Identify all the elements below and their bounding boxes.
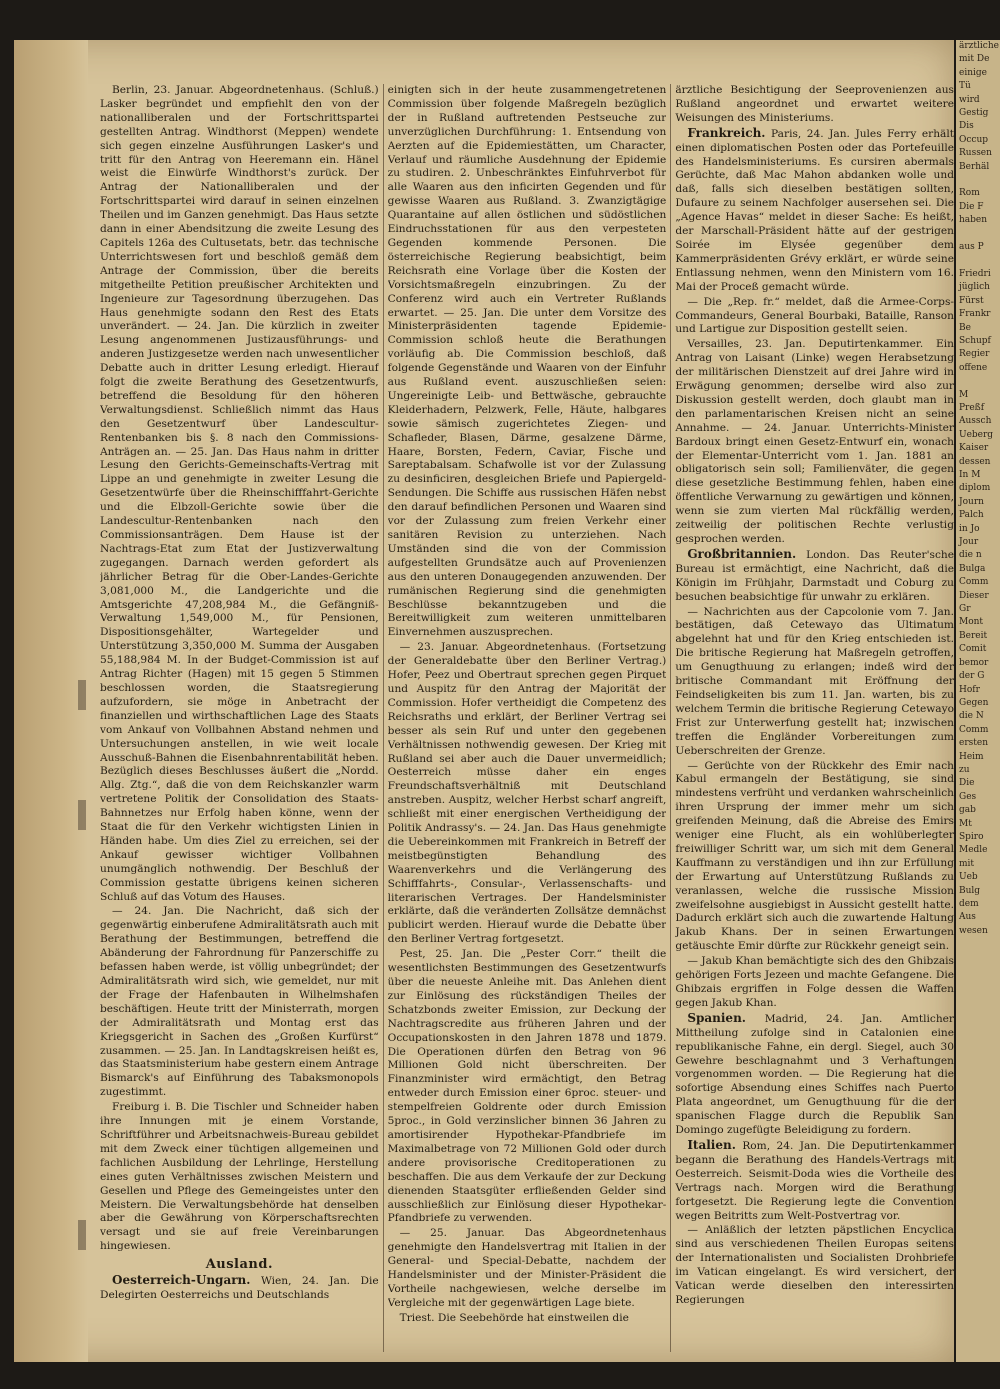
edge-fragment: Die xyxy=(959,778,975,789)
kabul-report: — Gerüchte von der Rückkehr des Emir nach Kabul ermangeln der Bestätigung, sie sind mindestens verfrüht und verdanken wahrscheinlich ihren Ursprung der immer mehr um sich greifenden Meinung, daß die Abreise des Emirs weniger eine Flucht, als ein wohlüberlegter freiwilliger Schritt war, um sich mit dem General Kauffmann zu verständigen und ihn zur Erfüllung der Erwartung auf Unterstützung Rußlands zu veranlassen, welche die russische Mission zweifelsohne ausgiebigst in Aussicht gestellt hatte. Dadurch erklärt sich auch die zuwartende Haltung Jakub Khans. Der in seinen Erwartungen getäuschte Emir dürfte zur Rückkehr geneigt sein. xyxy=(675,759,954,953)
edge-fragment: Be xyxy=(959,322,971,333)
edge-fragment: haben xyxy=(959,215,988,226)
edge-fragment: Tü xyxy=(959,81,971,92)
london-report xyxy=(675,548,954,605)
edge-fragment: Gr xyxy=(959,604,971,615)
edge-fragment: Regier xyxy=(959,349,990,360)
edge-fragment: Friedri xyxy=(959,268,991,279)
edge-fragment: wird xyxy=(959,94,980,105)
edge-fragment: Heim xyxy=(959,751,984,762)
pest-report: Pest, 25. Jan. Die „Pester Corr.“ theilt die wesentlichsten Bestimmungen des Gesetzentwurfs über die neueste Anleihe mit. Das Anlehen dient zur Einlösung des rückständigen Theiles der Schatzbonds zweiter Emission, zur Deckung der Nachtragscredite aus früheren Jahren und der Occupationskosten in den Jahren 1878 und 1879. Die Operationen dürfen den Betrag von 96 Millionen Gold nicht überschreiten. Der Finanzminister wird ermächtigt, den Betrag entweder durch Emission einer 6proc. steuer- und stempelfreien Goldrente oder durch Emission 5proc., in Gold verzinslicher binnen 36 Jahren zu amortisirender Hypothekar-Pfandbriefe im Maximalbetrage von 72 Millionen Gold oder durch andere provisorische Creditoperationen zu beschaffen. Die aus dem Verkaufe der zur Deckung dienenden Staatsgüter erfließenden Gelder sind ausschließlich zur Einlösung dieser Hypothekar-Pfandbriefe zu verwenden. xyxy=(387,948,667,1225)
encyclica-report: — Anläßlich der letzten päpstlichen Encyclica sind aus verschiedenen Theilen Europas seitens der Internationalisten und Socialisten Drohbriefe im Vatican eingelangt. Es wird versichert, der Vatican werde dieselben den interessirten Regierungen xyxy=(675,1224,954,1306)
edge-fragment: Fürst xyxy=(959,295,984,306)
country-heading-france: Frankreich. xyxy=(687,125,766,140)
edge-fragment: Kaiser xyxy=(959,443,989,454)
country-heading-austria: Oesterreich-Ungarn. xyxy=(112,1273,251,1288)
edge-fragment: Journ xyxy=(959,496,984,507)
edge-fragment: Schupf xyxy=(959,335,991,346)
edge-fragment: Comm xyxy=(959,577,989,588)
edge-fragment: Occup xyxy=(959,134,989,145)
edge-fragment: ersten xyxy=(959,738,988,749)
edge-fragment xyxy=(956,375,1000,388)
paris-text: Paris, 24. Jan. Jules Ferry erhält einen diplomatischen Posten oder das Portefeuille des Handelsministeriums. Es cursiren abermals Gerüchte, daß Mac Mahon abdanken wolle und daß, falls sich dieselben bestätigen sollten, Dufaure zu seinem Nachfolger ausersehen sei. Die „Agence Havas“ meldet in dieser Sache: Es heißt, der Marschall-Präsident hätte auf der gestrigen Soirée im Elysée gegenüber dem Kammerpräsidenten Grévy erklärt, er würde seine Entlassung nehmen, wenn den Ministern vom 16. Mai der Proceß gemacht würde. xyxy=(675,127,954,293)
edge-fragment: die N xyxy=(959,711,984,722)
triest-report: Triest. Die Seebehörde hat einstweilen die xyxy=(399,1311,629,1324)
edge-fragment: mit De xyxy=(959,54,990,65)
edge-fragment: dessen xyxy=(959,456,991,467)
edge-fragment: der G xyxy=(959,671,985,682)
edge-fragment: Gestig xyxy=(959,108,989,119)
country-heading-spain: Spanien. xyxy=(687,1010,746,1025)
edge-fragment: Frankr xyxy=(959,309,991,320)
freiburg-report: Freiburg i. B. Die Tischler und Schneider haben ihre Innungen mit je einem Vorstande, Schriftführer und Arbeitsnachweis-Bureau gebildet mit dem Zweck einer tüchtigen allgemeinen und fachlichen Ausbildung der Lehrlinge, Herstellung eines guten Verhältnisses zwischen Meistern und Gesellen und Pflege des Gemeingeistes unter den Meistern. Die Verwaltungsbehörde hat denselben aber die Gewährung von Körperschaftsrechten versagt und sie auf freie Vereinbarungen hingewiesen. xyxy=(100,1101,379,1253)
edge-fragment: Russen xyxy=(959,148,992,159)
edge-fragment: Preßf xyxy=(959,402,985,413)
edge-fragment: zu xyxy=(959,764,970,775)
edge-fragment: Bulg xyxy=(959,885,981,896)
edge-fragments xyxy=(956,40,1000,938)
edge-fragment: gab xyxy=(959,805,976,816)
jakub-khan-report: — Jakub Khan bemächtigte sich des den Ghibzais gehörigen Forts Jezeen und machte Gefangene. Die Ghibzais ergriffen in Folge dessen die Waffen gegen Jakub Khan. xyxy=(675,955,954,1009)
ink-mark xyxy=(78,800,86,830)
edge-fragment: Die F xyxy=(959,201,984,212)
edge-fragment: Rom xyxy=(959,188,980,199)
edge-fragment: jüglich xyxy=(959,282,990,293)
berlin-report: Berlin, 23. Januar. Abgeordnetenhaus. (Schluß.) Lasker begründet und empfiehlt den von der nationalliberalen und der Fortschrittspartei gestellten Antrag. Windthorst (Meppen) wendete sich gegen einzelne Ausführungen Lasker's und tritt für den Antrag von Heeremann ein. Hänel weist die Einwürfe Windthorst's zurück. Der Antrag der Nationalliberalen und der Fortschrittspartei wird darauf in seinen einzelnen Theilen und im Ganzen genehmigt. Das Haus setzte dann in einer Abendsitzung die zweite Lesung des Capitels 126a des Cultusetats, betr. das technische Unterrichtswesen fort und beschloß gemäß dem Antrage der Commission, über die bereits mitgetheilte Petition preußischer Architekten und Ingenieure zur Tagesordnung überzugehen. Das Haus genehmigte sodann den Rest des Etats unverändert. — 24. Jan. Die kürzlich in zweiter Lesung angenommenen Justizausführungs- und anderen Justizgesetze werden nach unwesentlicher Debatte auch in dritter Lesung erledigt. Hierauf folgt die zweite Berathung des Gesetzentwurfs, betreffend die Besoldung für den höheren Verwaltungsdienst. Schließlich nimmt das Haus den Gesetzentwurf über Landescultur-Rentenbanken bis §. 8 nach den Commissions-Anträgen an. — 25. Jan. Das Haus nahm in dritter Lesung den Gerichts-Gemeinschafts-Vertrag mit Lippe an und genehmigte in zweiter Lesung die Gesetzentwürfe über die Rheinschifffahrt-Gerichte und die Elbzoll-Gerichte sowie über die Landescultur-Rentenbanken nach den Commissionsanträgen. Dem Hause ist der Nachtrags-Etat zum Etat der Justizverwaltung zugegangen. Darnach werden gefordert als jährlicher Betrag für die Ober-Landes-Gerichte 3,081,000 M., die Landgerichte und die Amtsgerichte 47,208,984 M., die Gefängniß-Verwaltung 1,549,000 M., für Pensionen, Dispositionsgehälter, Wartegelder und Unterstützung 3,350,000 M. Summa der Ausgaben 55,188,984 M. In der Budget-Commission ist auf Antrag Richter (Hagen) mit 15 gegen 5 Stimmen beschlossen worden, die Staatsregierung aufzufordern, sie möge in Anbetracht der finanziellen und wirthschaftlichen Lage des Staats vom Ankauf von Vollbahnen Abstand nehmen und Untersuchungen anstellen, in wie weit locale Ausschuß-Bahnen die Eisenbahnrentabilität heben. Bezüglich dieses Beschlusses äußert die „Nordd. Allg. Ztg.“, daß die von dem Reichskanzler warm vertretene Politik der Consolidation des Staats-Bahnnetzes nur Erfolg haben könne, wenn der Staat die für den Verkehr wichtigsten Linien in Händen habe. Um dies Ziel zu erreichen, sei der Ankauf gewisser wichtiger Vollbahnen unumgänglich nothwendig. Der Beschluß der Commission gestatte übrigens keinen sicheren Schluß auf das Votum des Hauses. xyxy=(100,84,379,903)
edge-fragment: Mt xyxy=(959,818,972,829)
edge-fragment xyxy=(956,174,1000,187)
reichsrath-report: — 23. Januar. Abgeordnetenhaus. (Fortsetzung der Generaldebatte über den Berliner Vertrag.) Hofer, Peez und Obertraut sprechen gegen Pirquet und Auspitz für den Antrag der Majorität der Commission. Hofer vertheidigt die Competenz des Reichsraths und erklärt, der Berliner Vertrag sei besser als sein Ruf und unter den gegebenen Verhältnissen nothwendig gewesen. Der Krieg mit Rußland sei aber auch die Dauer unvermeidlich; Oesterreich müsse daher ein enges Freundschaftsverhältniß mit Deutschland anstreben. Auspitz, welcher Herbst scharf angreift, schließt mit einer energischen Vertheidigung der Politik Andrassy's. — 24. Jan. Das Haus genehmigte die Uebereinkommen mit Frankreich in Betreff der meistbegünstigten Behandlung des Waarenverkehrs und die Verlängerung des Schifffahrts-, Consular-, Verlassenschafts- und literarischen Vertrages. Der Handelsminister erklärte, daß die veränderten Zollsätze demnächst publicirt werden. Hierauf wurde die Debatte über den Berliner Vertrag fortgesetzt. xyxy=(387,641,667,946)
edge-fragment: Palch xyxy=(959,510,984,521)
rome-report xyxy=(675,1139,954,1223)
edge-fragment: In M xyxy=(959,470,981,480)
edge-fragment: offene xyxy=(959,362,988,373)
edge-fragment: diplom xyxy=(959,483,991,494)
edge-fragment: mit xyxy=(959,858,975,869)
trade-treaty-report: — 25. Januar. Das Abgeordnetenhaus genehmigte den Handelsvertrag mit Italien in der General- und Special-Debatte, nachdem der Handelsminister und der Minister-Präsident die Vortheile nachgewiesen, welche derselbe im Vergleiche mit der gegenwärtigen Lage biete. xyxy=(387,1227,667,1309)
edge-fragment: Bereit xyxy=(959,630,988,641)
vienna-text: Wien, 24. Jan. Die Delegirten Oesterreichs und Deutschlands xyxy=(100,1275,379,1301)
edge-fragment: Aus xyxy=(959,912,976,923)
edge-fragment: Ges xyxy=(959,791,977,802)
column-3 xyxy=(675,84,954,1352)
versailles-report: Versailles, 23. Jan. Deputirtenkammer. Ein Antrag von Laisant (Linke) wegen Herabsetzung der militärischen Dienstzeit auf drei Jahre wird in Erwägung genommen; derselbe wird also zur Diskussion gestellt werden, doch glaubt man in den parlamentarischen Kreisen nicht an seine Annahme. — 24. Januar. Unterrichts-Minister Bardoux bringt einen Gesetz-Entwurf ein, wonach der Elementar-Unterricht vom 1. Jan. 1881 an obligatorisch sein soll; Familienväter, die gegen diese gesetzliche Bestimmung fehlen, haben eine öffentliche Verwarnung zu gewärtigen und können, wenn sie zum vierten Mal rückfällig werden, zeitweilig der politischen Rechte verlustig gesprochen werden. xyxy=(675,338,954,545)
country-heading-britain: Großbritannien. xyxy=(687,546,797,561)
edge-fragment: Ueberg xyxy=(959,429,994,440)
armee-corps-report: — Die „Rep. fr.“ meldet, daß die Armee-Corps-Commandeurs, General Bourbaki, Bataille, Ranson und Lartigue zur Disposition gestellt seien. xyxy=(675,295,954,336)
next-page-edge xyxy=(956,40,1000,1362)
edge-fragment: wesen xyxy=(959,925,988,936)
epidemic-commission-report: einigten sich in der heute zusammengetretenen Commission über folgende Maßregeln bezüglich der in Rußland auftretenden Pestseuche zur unverzüglichen Durchführung: 1. Entsendung von Aerzten auf die Epidemiestätten, um Character, Verlauf und räumliche Ausdehnung der Epidemie zu studiren. 2. Unbeschränktes Einfuhrverbot für alle Waaren aus den inficirten Gegenden und für gewisse Waaren aus Rußland. 3. Zwanzigtägige Quarantaine auf allen östlichen und südöstlichen Eindruchsstationen für aus den verpesteten Gegenden kommende Personen. Die österreichische Regierung beabsichtigt, beim Reichsrath eine Vorlage über die Kosten der Vorsichtsmaßregeln einzubringen. Zu der Conferenz wird auch ein Vertreter Rußlands erwartet. — 25. Jan. Die unter dem Vorsitze des Ministerpräsidenten tagende Epidemie-Commission schloß heute die Berathungen vorläufig ab. Die Commission beschloß, daß folgende Gegenstände und Waaren von der Einfuhr aus Rußland event. auszuschließen seien: Ungereinigte Leib- und Bettwäsche, gebrauchte Kleiderhadern, Pelzwerk, Felle, Häute, halbgares sowie sämisch zugerichtetes Ziegen- und Schafleder, Blasen, Därme, gesalzene Därme, Haare, Borsten, Federn, Caviar, Fische und Sareptabalsam. Schafwolle ist vor der Zulassung zu desinficiren, desgleichen Briefe und Papiergeld-Sendungen. Die Schiffe aus russischen Häfen nebst den darauf befindlichen Personen und Waaren sind vor der Zulassung zum freien Verkehr einer sanitären Revision zu unterziehen. Nach Umständen sind die von der Commission aufgestellten Grundsätze auch auf Provenienzen aus den unteren Donaugegenden anzuwenden. Der rumänischen Regierung sind die genehmigten Beschlüsse bekanntzugeben und die Bereitwilligkeit zum weiteren unmittelbaren Einvernehmen auszusprechen. xyxy=(387,84,667,639)
column-2 xyxy=(388,84,667,1352)
edge-fragment: Comm xyxy=(959,724,989,735)
edge-fragment: Berhäl xyxy=(959,161,990,172)
edge-fragment: ärztliche xyxy=(959,41,999,51)
edge-fragment: aus P xyxy=(959,242,984,253)
edge-fragment xyxy=(956,255,1000,268)
binding-margin xyxy=(14,40,88,1362)
edge-fragment: Dis xyxy=(959,121,974,132)
edge-fragment: Comit xyxy=(959,644,987,655)
edge-fragment: einige xyxy=(959,67,987,78)
edge-fragment: dem xyxy=(959,899,979,909)
edge-fragment xyxy=(956,228,1000,241)
edge-fragment: Dieser xyxy=(959,590,989,601)
column-rule xyxy=(670,84,671,1352)
edge-fragment: in Jo xyxy=(959,523,980,534)
column-rule xyxy=(383,84,384,1352)
newspaper-page xyxy=(14,40,954,1362)
edge-fragment: Spiro xyxy=(959,831,984,842)
country-heading-italy: Italien. xyxy=(687,1137,736,1152)
ink-mark xyxy=(78,680,86,710)
text-columns xyxy=(100,84,954,1352)
edge-fragment: Jour xyxy=(959,537,979,548)
edge-fragment: bemor xyxy=(959,657,989,668)
madrid-report xyxy=(675,1012,954,1138)
edge-fragment: Aussch xyxy=(959,416,992,427)
edge-fragment: Mont xyxy=(959,617,984,628)
edge-fragment: Hofr xyxy=(959,684,980,695)
capcolonie-report: — Nachrichten aus der Capcolonie vom 7. Jan. bestätigen, daß Cetewayo das Ultimatum abgelehnt hat und für den Krieg entschieden ist. Die britische Regierung hat Maßregeln getroffen, um Genugthuung zu erlangen; indeß wird der britische Commandant mit Eröffnung der Feindseligkeiten bis zum 11. Jan. warten, bis zu welchem Termin die britische Regierung Cetewayo Frist zur Unterwerfung gestellt hat; inzwischen treffen die Engländer Vorbereitungen zum Ueberschreiten der Grenze. xyxy=(675,605,954,757)
edge-fragment: die n xyxy=(959,550,982,561)
rome-text: Rom, 24. Jan. Die Deputirtenkammer begann die Berathung des Handels-Vertrags mit Oesterreich. Seismit-Doda wies die Vortheile des Vertrags nach. Morgen wird die Berathung fortgesetzt. Die Regierung legte die Convention wegen Beitritts zum Welt-Postvertrag vor. xyxy=(675,1139,954,1222)
edge-fragment: Ueb xyxy=(959,872,978,883)
admiralty-report: — 24. Jan. Die Nachricht, daß sich der gegenwärtig einberufene Admiralitätsrath auch mit Berathung der Bestimmungen, betreffend die Abänderung der Fahrordnung für Panzerschiffe zu befassen haben werde, ist völlig unbegründet; der Admiralitätsrath wird sich, wie gemeldet, nur mit der Frage der Hafenbauten in Wilhelmshafen beschäftigen. Heute tritt der Ministerrath, morgen der Admiralitätsrath und Montag erst das Kriegsgericht in Sachen des „Großen Kurfürst“ zusammen. — 25. Jan. In Landtagskreisen heißt es, das Staatsministerium habe gestern einem Antrage Bismarck's auf Einführung des Tabaksmonopols zugestimmt. xyxy=(100,905,379,1099)
vienna-report xyxy=(100,1274,379,1303)
edge-fragment: Bulga xyxy=(959,563,986,574)
paris-report xyxy=(675,127,954,295)
section-heading-ausland: Ausland. xyxy=(205,1257,273,1273)
london-text: London. Das Reuter'sche Bureau ist ermächtigt, eine Nachricht, daß die Königin im Frühjahr, Darmstadt und Coburg zu besuchen beabsichtige für unwahr zu erklären. xyxy=(675,548,954,603)
quarantine-report: ärztliche Besichtigung der Seeprovenienzen aus Rußland angeordnet und erwartet weitere Weisungen des Ministeriums. xyxy=(675,84,954,124)
edge-fragment: M xyxy=(959,389,969,400)
edge-fragment: Medle xyxy=(959,845,988,856)
edge-fragment: Gegen xyxy=(959,697,989,708)
madrid-text: Madrid, 24. Jan. Amtlicher Mittheilung zufolge sind in Catalonien eine republikanische Fahne, ein dergl. Siegel, auch 30 Gewehre beschlagnahmt und 3 Verhaftungen vorgenommen worden. — Die Regierung hat die sofortige Absendung eines Schiffes nach Puerto Plata angeordnet, um Genugthuung für die der spanischen Flagge durch die Republik San Domingo zugefügte Beleidigung zu fordern. xyxy=(675,1012,954,1137)
ink-mark xyxy=(78,1220,86,1250)
column-1 xyxy=(100,84,379,1352)
